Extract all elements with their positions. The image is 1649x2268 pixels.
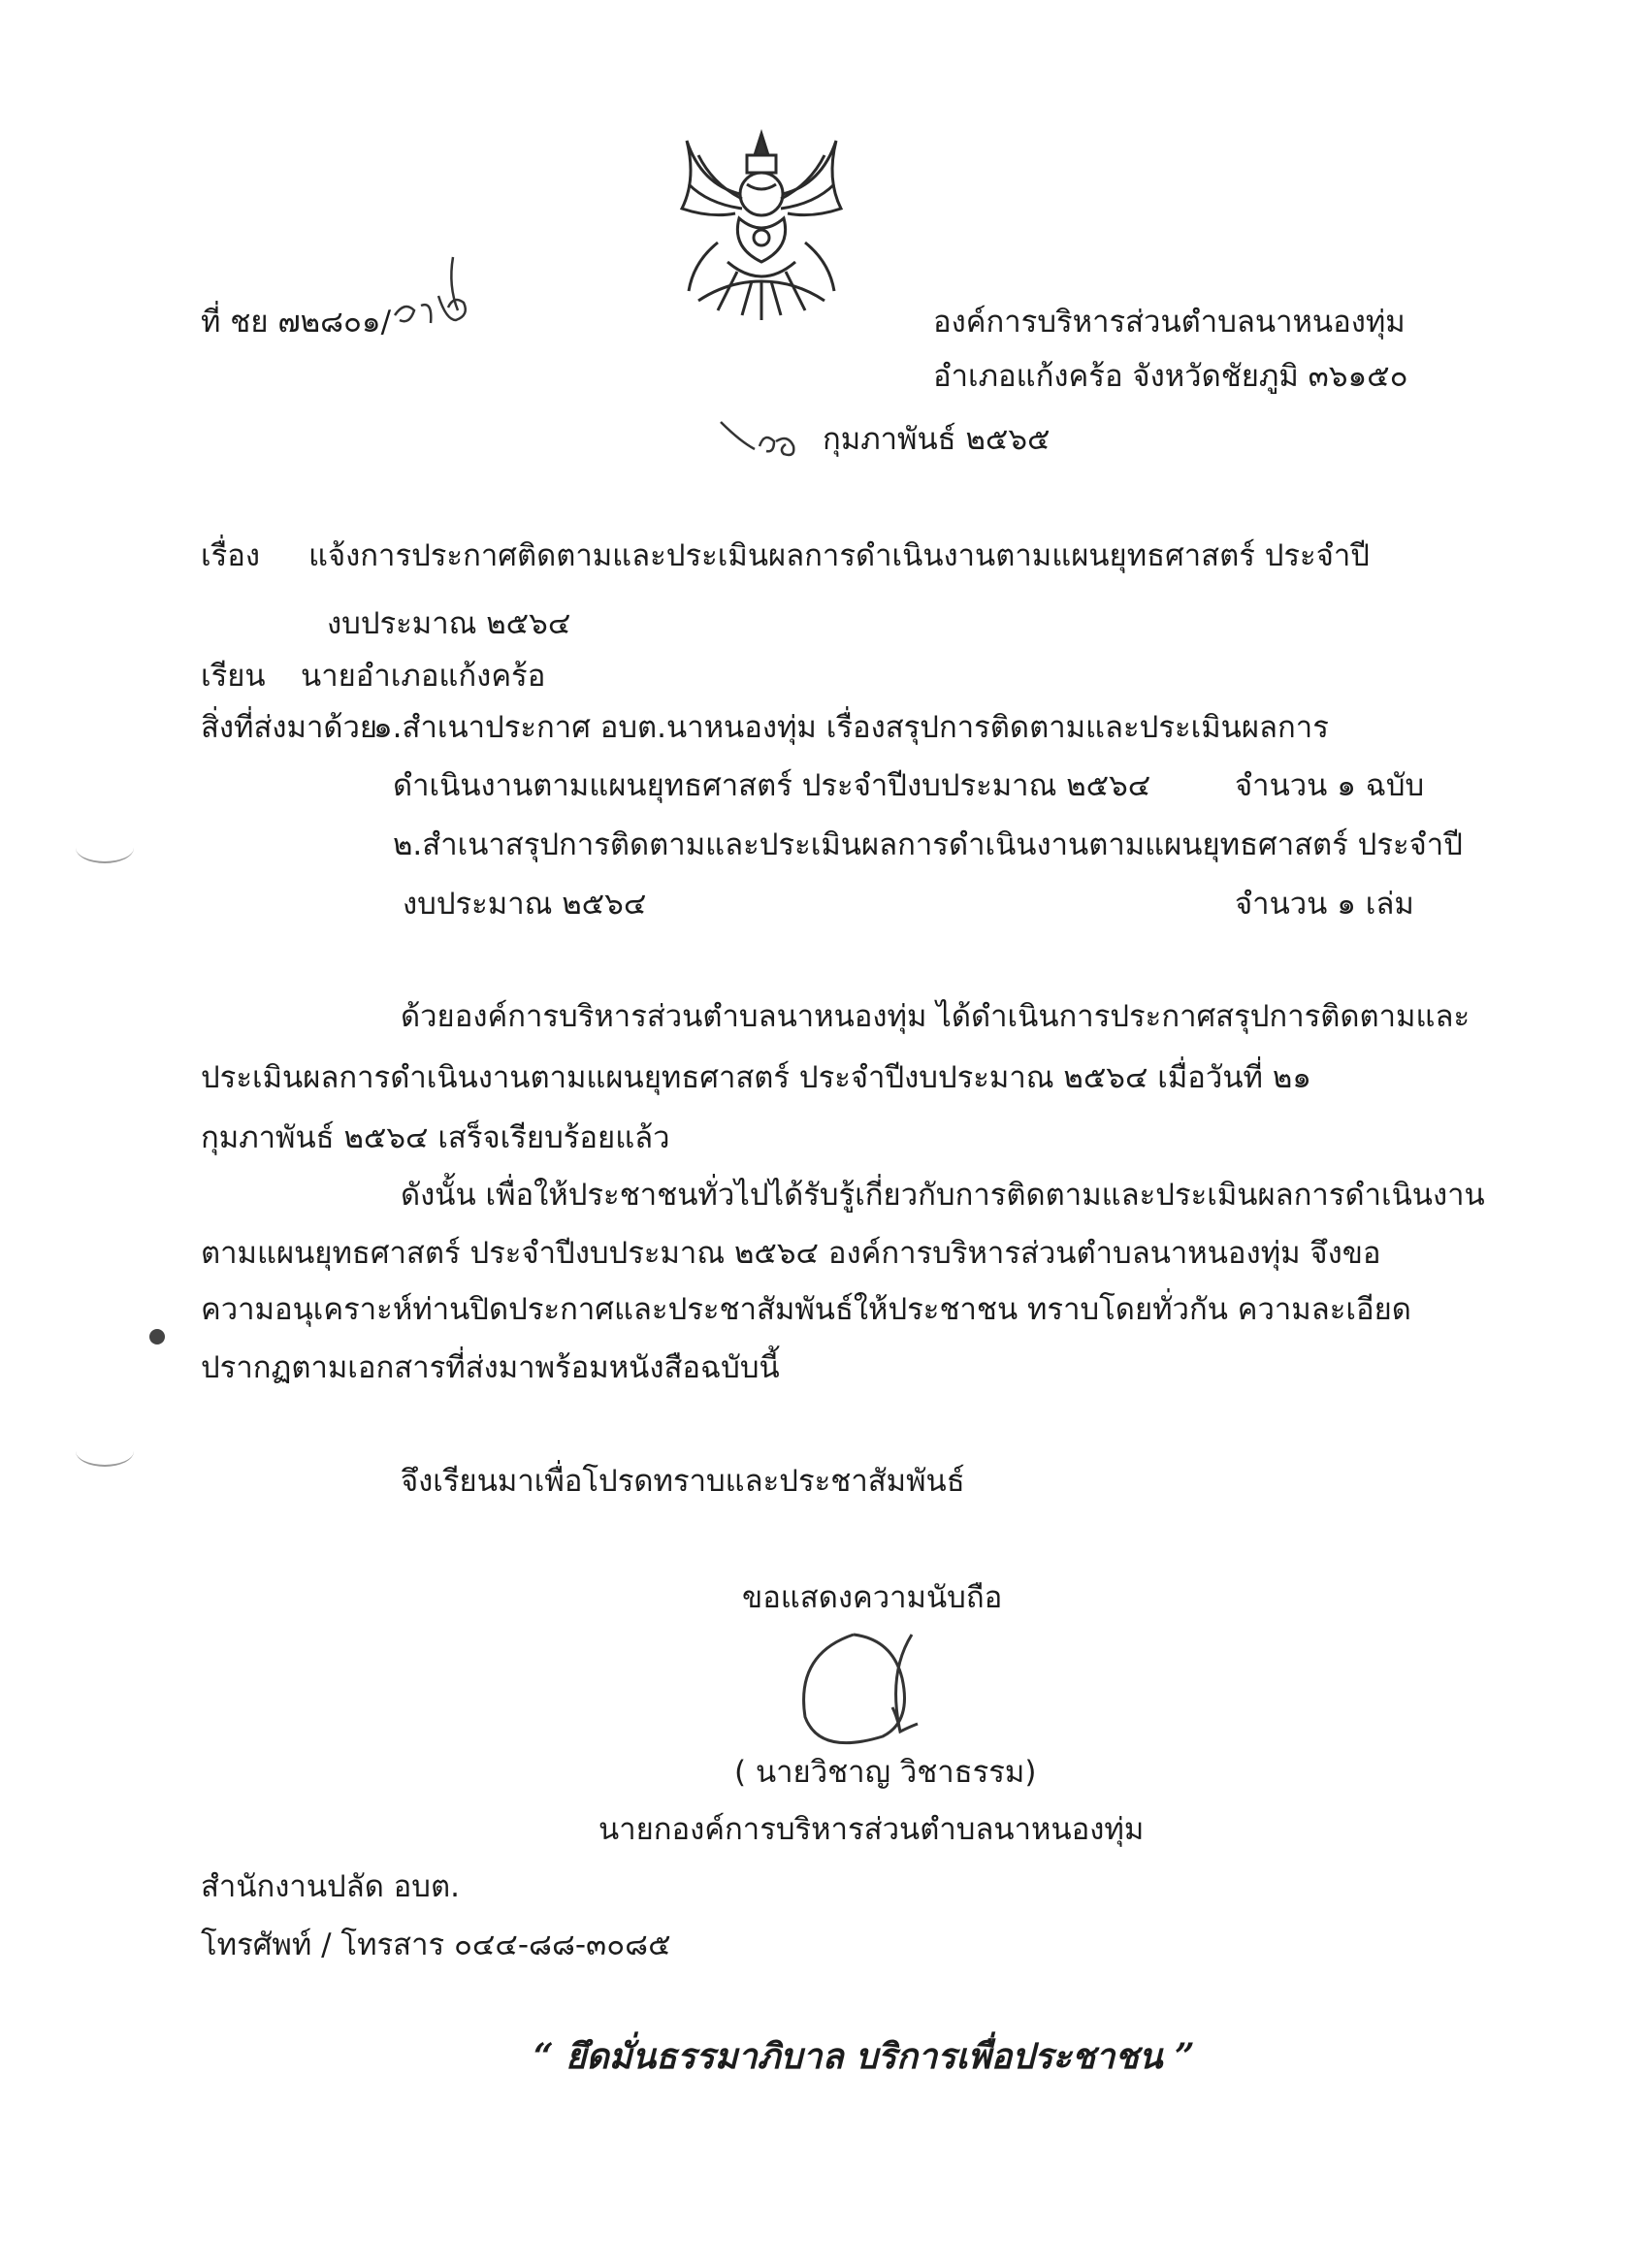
enclosure-1-line-1: ๑.สำเนาประกาศ อบต.นาหนองทุ่ม เรื่องสรุปการติดตามและประเมินผลการ — [373, 710, 1329, 745]
enclosure-1-line-2: ดำเนินงานตามแผนยุทธศาสตร์ ประจำปีงบประมาณ ๒๕๖๔ — [393, 768, 1151, 803]
signatory-position: นายกองค์การบริหารส่วนตำบลนาหนองทุ่ม — [598, 1812, 1145, 1847]
salutation: ขอแสดงความนับถือ — [742, 1580, 1003, 1615]
garuda-emblem-icon — [669, 126, 854, 330]
handwritten-day — [716, 417, 823, 466]
enclosure-2-line-1: ๒.สำเนาสรุปการติดตามและประเมินผลการดำเนินงานตามแผนยุทธศาสตร์ ประจำปี — [393, 827, 1463, 862]
subject-line-1: แจ้งการประกาศติดตามและประเมินผลการดำเนินงานตามแผนยุทธศาสตร์ ประจำปี — [308, 538, 1370, 573]
handwritten-ref-suffix — [390, 238, 506, 344]
subject-line-2: งบประมาณ ๒๕๖๔ — [327, 606, 571, 641]
signatory-name: ( นายวิชาญ วิชาธรรม) — [734, 1755, 1037, 1790]
enclosures-label: สิ่งที่ส่งมาด้วย — [201, 710, 378, 745]
addressee-label: เรียน — [201, 659, 266, 694]
slogan: “ ยึดมั่นธรรมาภิบาล บริการเพื่อประชาชน ” — [534, 2036, 1195, 2077]
paragraph-1-line-2: ประเมินผลการดำเนินงานตามแผนยุทธศาสตร์ ประจำปีงบประมาณ ๒๕๖๔ เมื่อวันที่ ๒๑ — [201, 1060, 1311, 1095]
letter-date: กุมภาพันธ์ ๒๕๖๕ — [823, 422, 1051, 457]
paragraph-2-line-4: ปรากฏตามเอกสารที่ส่งมาพร้อมหนังสือฉบับนี้ — [201, 1350, 780, 1385]
paragraph-1-line-1: ด้วยองค์การบริหารส่วนตำบลนาหนองทุ่ม ได้ดำเนินการประกาศสรุปการติดตามและ — [401, 999, 1471, 1034]
office-name: สำนักงานปลัด อบต. — [201, 1869, 460, 1904]
paragraph-2-line-2: ตามแผนยุทธศาสตร์ ประจำปีงบประมาณ ๒๕๖๔ องค์การบริหารส่วนตำบลนาหนองทุ่ม จึงขอ — [201, 1236, 1381, 1271]
enclosure-2-quantity: จำนวน ๑ เล่ม — [1235, 887, 1414, 922]
punch-hole-top — [76, 832, 134, 863]
paragraph-2-line-1: ดังนั้น เพื่อให้ประชาชนทั่วไปได้รับรู้เกี่ยวกับการติดตามและประเมินผลการดำเนินงาน — [401, 1178, 1485, 1213]
ink-blot-icon — [146, 1325, 169, 1348]
enclosure-2-line-2: งบประมาณ ๒๕๖๔ — [403, 887, 647, 922]
enclosure-1-quantity: จำนวน ๑ ฉบับ — [1235, 768, 1425, 803]
subject-label: เรื่อง — [201, 538, 261, 573]
closing-request: จึงเรียนมาเพื่อโปรดทราบและประชาสัมพันธ์ — [401, 1464, 965, 1499]
phone-fax: โทรศัพท์ / โทรสาร ๐๔๔-๘๘-๓๐๘๕ — [201, 1928, 671, 1962]
paragraph-1-line-3: กุมภาพันธ์ ๒๕๖๔ เสร็จเรียบร้อยแล้ว — [201, 1120, 670, 1155]
organization-name: องค์การบริหารส่วนตำบลนาหนองทุ่ม — [933, 305, 1406, 340]
addressee-value: นายอำเภอแก้งคร้อ — [301, 659, 546, 694]
punch-hole-bottom — [76, 1436, 134, 1467]
paragraph-2-line-3: ความอนุเคราะห์ท่านปิดประกาศและประชาสัมพันธ์ให้ประชาชน ทราบโดยทั่วกัน ความละเอียด — [201, 1292, 1411, 1327]
reference-number: ที่ ชย ๗๒๘๐๑/ — [201, 305, 392, 340]
organization-address: อำเภอแก้งคร้อ จังหวัดชัยภูมิ ๓๖๑๕๐ — [933, 359, 1408, 394]
handwritten-signature — [766, 1615, 980, 1761]
